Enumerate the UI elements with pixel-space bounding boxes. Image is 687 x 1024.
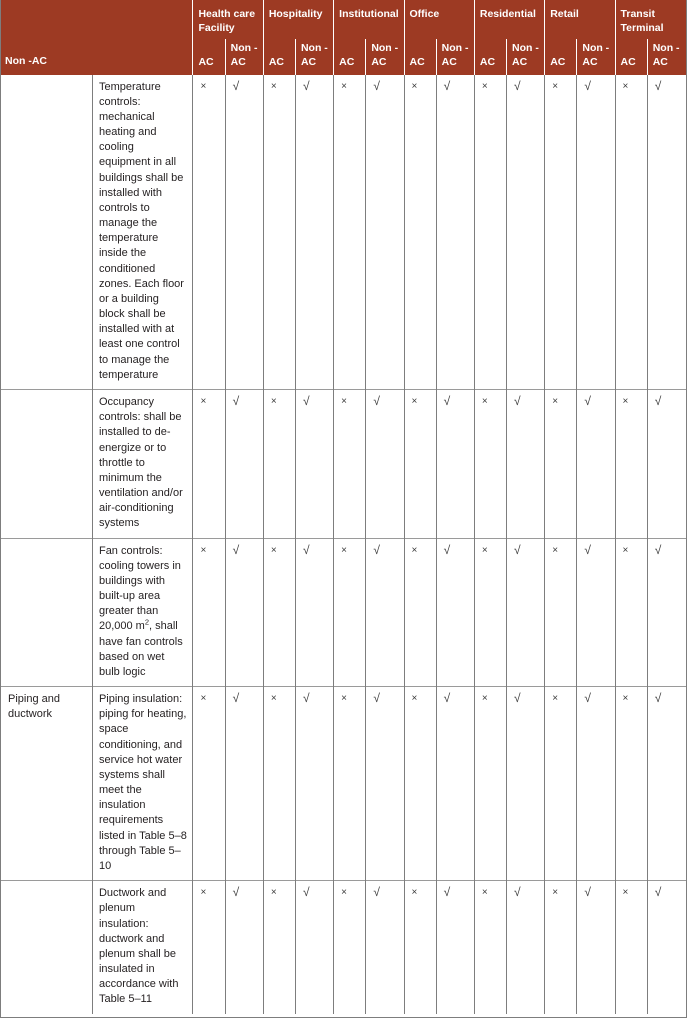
row-mark-cell (615, 538, 647, 687)
table-row (0, 687, 687, 881)
row-mark-cell (404, 75, 436, 390)
row-mark-cell (474, 881, 506, 1014)
row-mark-cell (577, 390, 615, 539)
row-mark-cell (295, 881, 333, 1014)
check-icon: √ (302, 542, 310, 557)
row-mark-cell (263, 881, 295, 1014)
header-group-label: Residential (479, 8, 536, 20)
row-category-cell (0, 538, 92, 687)
row-mark-cell (507, 538, 545, 687)
check-icon: √ (584, 885, 591, 900)
cross-icon: × (200, 693, 207, 705)
check-icon: √ (584, 542, 591, 557)
header-sub-label: AC (409, 55, 425, 68)
header-group-label: Hospitality (268, 8, 323, 20)
table-row (0, 390, 687, 539)
cross-icon: × (200, 80, 207, 92)
row-category-cell (0, 390, 92, 539)
header-sub-label: Non -AC (371, 42, 399, 68)
cross-icon: × (552, 544, 559, 556)
check-icon: √ (584, 394, 591, 408)
row-mark-cell (404, 687, 436, 881)
row-mark-cell (615, 881, 647, 1014)
header-sub-label: AC (550, 55, 566, 68)
row-mark-cell (334, 538, 366, 687)
row-mark-cell (193, 881, 225, 1014)
row-mark-cell (545, 881, 577, 1014)
row-mark-cell (577, 538, 615, 687)
row-mark-cell (615, 75, 647, 390)
cross-icon: × (481, 80, 488, 92)
row-mark-cell (474, 687, 506, 881)
check-icon: √ (443, 542, 451, 557)
row-requirement-cell: Temperature controls: mechanical heating and cooling equipment in all buildings shall be installed with controls to manage the temperature inside the conditioned zones. Each floor or a building block shall be installed with at least one control to manage the temperature (92, 75, 193, 390)
header-sub-transit-terminal-non-ac (647, 39, 686, 74)
check-icon: √ (232, 394, 240, 408)
row-mark-cell (225, 538, 263, 687)
cross-icon: × (552, 80, 559, 92)
cross-icon: × (481, 544, 488, 556)
row-mark-cell (577, 881, 615, 1014)
header-sub-label: AC (479, 55, 496, 68)
row-mark-cell (366, 390, 404, 539)
cross-icon: × (481, 693, 488, 705)
table-row (0, 538, 687, 687)
row-mark-cell (647, 538, 686, 687)
row-mark-cell (545, 390, 577, 539)
header-sub-residential-non-ac (507, 39, 545, 74)
cross-icon: × (411, 80, 418, 92)
header-group-health-care-facility (193, 0, 263, 39)
cross-icon: × (270, 80, 277, 92)
check-icon: √ (654, 78, 662, 93)
row-mark-cell (436, 538, 474, 687)
cross-icon: × (552, 396, 559, 407)
cross-icon: × (270, 396, 277, 407)
row-mark-cell (263, 390, 295, 539)
row-mark-cell (366, 75, 404, 390)
header-corner-non-ac (0, 0, 92, 75)
row-mark-cell (436, 687, 474, 881)
row-mark-cell (474, 390, 506, 539)
check-icon: √ (373, 691, 380, 706)
header-group-retail (545, 0, 615, 39)
cross-icon: × (411, 887, 418, 899)
header-sub-health-care-facility-non-ac (225, 39, 263, 74)
row-mark-cell (193, 687, 225, 881)
row-mark-cell (507, 390, 545, 539)
check-icon: √ (302, 691, 310, 706)
row-mark-cell (545, 538, 577, 687)
cross-icon: × (622, 396, 629, 407)
check-icon: √ (373, 394, 380, 408)
check-icon: √ (654, 691, 662, 706)
cross-icon: × (552, 693, 559, 705)
check-icon: √ (232, 691, 240, 706)
check-icon: √ (232, 885, 240, 900)
row-mark-cell (577, 687, 615, 881)
check-icon: √ (514, 885, 521, 900)
row-mark-cell (366, 881, 404, 1014)
header-sub-institutional-non-ac (366, 39, 404, 74)
row-mark-cell (334, 390, 366, 539)
row-mark-cell (436, 881, 474, 1014)
cross-icon: × (341, 693, 347, 705)
row-mark-cell (295, 390, 333, 539)
table-body (0, 75, 687, 1014)
cross-icon: × (411, 396, 418, 407)
row-mark-cell (295, 687, 333, 881)
header-sub-label: Non -AC (582, 42, 610, 68)
check-icon: √ (373, 542, 380, 557)
row-mark-cell (404, 538, 436, 687)
row-mark-cell (334, 75, 366, 390)
row-mark-cell (263, 75, 295, 390)
row-mark-cell (615, 687, 647, 881)
table-row (0, 881, 687, 1014)
check-icon: √ (514, 394, 521, 408)
row-category-cell (0, 881, 92, 1014)
row-mark-cell (263, 687, 295, 881)
row-mark-cell (507, 687, 545, 881)
row-mark-cell (295, 75, 333, 390)
header-group-label: Retail (550, 8, 579, 20)
row-mark-cell (647, 687, 686, 881)
check-icon: √ (443, 691, 451, 706)
row-mark-cell (334, 881, 366, 1014)
check-icon: √ (373, 78, 380, 93)
cross-icon: × (481, 887, 488, 899)
header-sub-label: Non -AC (652, 42, 680, 68)
row-mark-cell (507, 75, 545, 390)
cross-icon: × (622, 544, 629, 556)
cross-icon: × (481, 396, 488, 407)
header-group-institutional (334, 0, 404, 39)
check-icon: √ (232, 542, 240, 557)
table-row (0, 75, 687, 390)
header-group-label: Transit Terminal (620, 8, 664, 34)
check-icon: √ (514, 78, 521, 93)
row-mark-cell (474, 75, 506, 390)
header-group-label: Institutional (339, 8, 399, 20)
cross-icon: × (411, 693, 418, 705)
row-mark-cell (225, 687, 263, 881)
header-sub-health-care-facility-ac (193, 39, 225, 74)
check-icon: √ (232, 78, 240, 93)
row-mark-cell (647, 390, 686, 539)
cross-icon: × (200, 887, 207, 899)
check-icon: √ (302, 78, 310, 93)
header-spacer (92, 0, 193, 75)
header-sub-label: AC (268, 55, 284, 68)
cross-icon: × (270, 544, 277, 556)
row-mark-cell (263, 538, 295, 687)
row-mark-cell (193, 75, 225, 390)
header-sub-hospitality-non-ac (295, 39, 333, 74)
row-mark-cell (366, 687, 404, 881)
cross-icon: × (200, 396, 207, 407)
header-group-row (0, 0, 687, 39)
row-mark-cell (225, 75, 263, 390)
header-group-hospitality (263, 0, 333, 39)
cross-icon: × (411, 544, 418, 556)
cross-icon: × (270, 887, 277, 899)
check-icon: √ (443, 394, 451, 408)
cross-icon: × (200, 544, 207, 556)
header-sub-retail-non-ac (577, 39, 615, 74)
row-mark-cell (647, 75, 686, 390)
header-group-label: Health care Facility (198, 8, 256, 34)
header-corner-label: Non -AC (5, 54, 47, 67)
header-group-label: Office (409, 8, 440, 20)
cross-icon: × (341, 544, 347, 556)
header-sub-label: Non -AC (512, 42, 539, 68)
row-mark-cell (545, 687, 577, 881)
header-sub-residential-ac (474, 39, 506, 74)
cross-icon: × (341, 80, 347, 92)
cross-icon: × (622, 80, 629, 92)
check-icon: √ (654, 885, 662, 900)
row-mark-cell (507, 881, 545, 1014)
row-mark-cell (577, 75, 615, 390)
row-category-cell (0, 75, 92, 390)
check-icon: √ (584, 78, 591, 93)
header-sub-label: Non -AC (230, 42, 258, 68)
header-sub-label: AC (198, 55, 214, 68)
check-icon: √ (302, 394, 310, 408)
check-icon: √ (302, 885, 310, 900)
header-group-residential (474, 0, 544, 39)
check-icon: √ (373, 885, 380, 900)
row-mark-cell (436, 75, 474, 390)
check-icon: √ (654, 394, 662, 408)
row-requirement-cell: Ductwork and plenum insulation: ductwork and plenum shall be insulated in accordance with Table 5–11 (92, 881, 193, 1014)
header-sub-label: AC (339, 55, 355, 68)
row-requirement-cell: Fan controls: cooling towers in buildings with built-up area greater than 20,000 $m^2$, shall have fan controls based on wet bulb logic (92, 538, 193, 687)
header-group-office (404, 0, 474, 39)
header-group-transit-terminal (615, 0, 686, 39)
table-header (0, 0, 687, 75)
header-sub-label: Non -AC (441, 42, 469, 68)
cross-icon: × (622, 693, 629, 705)
cross-icon: × (341, 887, 347, 899)
row-category-cell: Piping and ductwork (0, 687, 92, 881)
row-mark-cell (295, 538, 333, 687)
row-mark-cell (647, 881, 686, 1014)
header-sub-institutional-ac (334, 39, 366, 74)
header-sub-label: AC (620, 55, 636, 68)
row-mark-cell (225, 390, 263, 539)
cross-icon: × (622, 887, 629, 899)
check-icon: √ (443, 78, 451, 93)
row-mark-cell (193, 390, 225, 539)
check-icon: √ (443, 885, 451, 900)
row-mark-cell (404, 390, 436, 539)
check-icon: √ (514, 691, 521, 706)
row-mark-cell (225, 881, 263, 1014)
row-mark-cell (404, 881, 436, 1014)
cross-icon: × (341, 396, 347, 407)
row-requirement-cell: Piping insulation: piping for heating, space conditioning, and service hot water systems shall meet the insulation requirements listed in Table 5–8 through Table 5–10 (92, 687, 193, 881)
cross-icon: × (270, 693, 277, 705)
row-mark-cell (366, 538, 404, 687)
header-sub-hospitality-ac (263, 39, 295, 74)
row-mark-cell (474, 538, 506, 687)
header-sub-retail-ac (545, 39, 577, 74)
header-sub-transit-terminal-ac (615, 39, 647, 74)
row-mark-cell (615, 390, 647, 539)
check-icon: √ (514, 542, 521, 557)
header-sub-office-ac (404, 39, 436, 74)
check-icon: √ (654, 542, 662, 557)
row-mark-cell (193, 538, 225, 687)
check-icon: √ (584, 691, 591, 706)
row-mark-cell (545, 75, 577, 390)
row-mark-cell (436, 390, 474, 539)
header-sub-office-non-ac (436, 39, 474, 74)
row-requirement-cell: Occupancy controls: shall be installed to de-energize or to throttle to minimum the ventilation and/or air-conditioning systems (92, 390, 193, 539)
header-sub-label: Non -AC (300, 42, 328, 68)
row-mark-cell (334, 687, 366, 881)
cross-icon: × (552, 887, 559, 899)
